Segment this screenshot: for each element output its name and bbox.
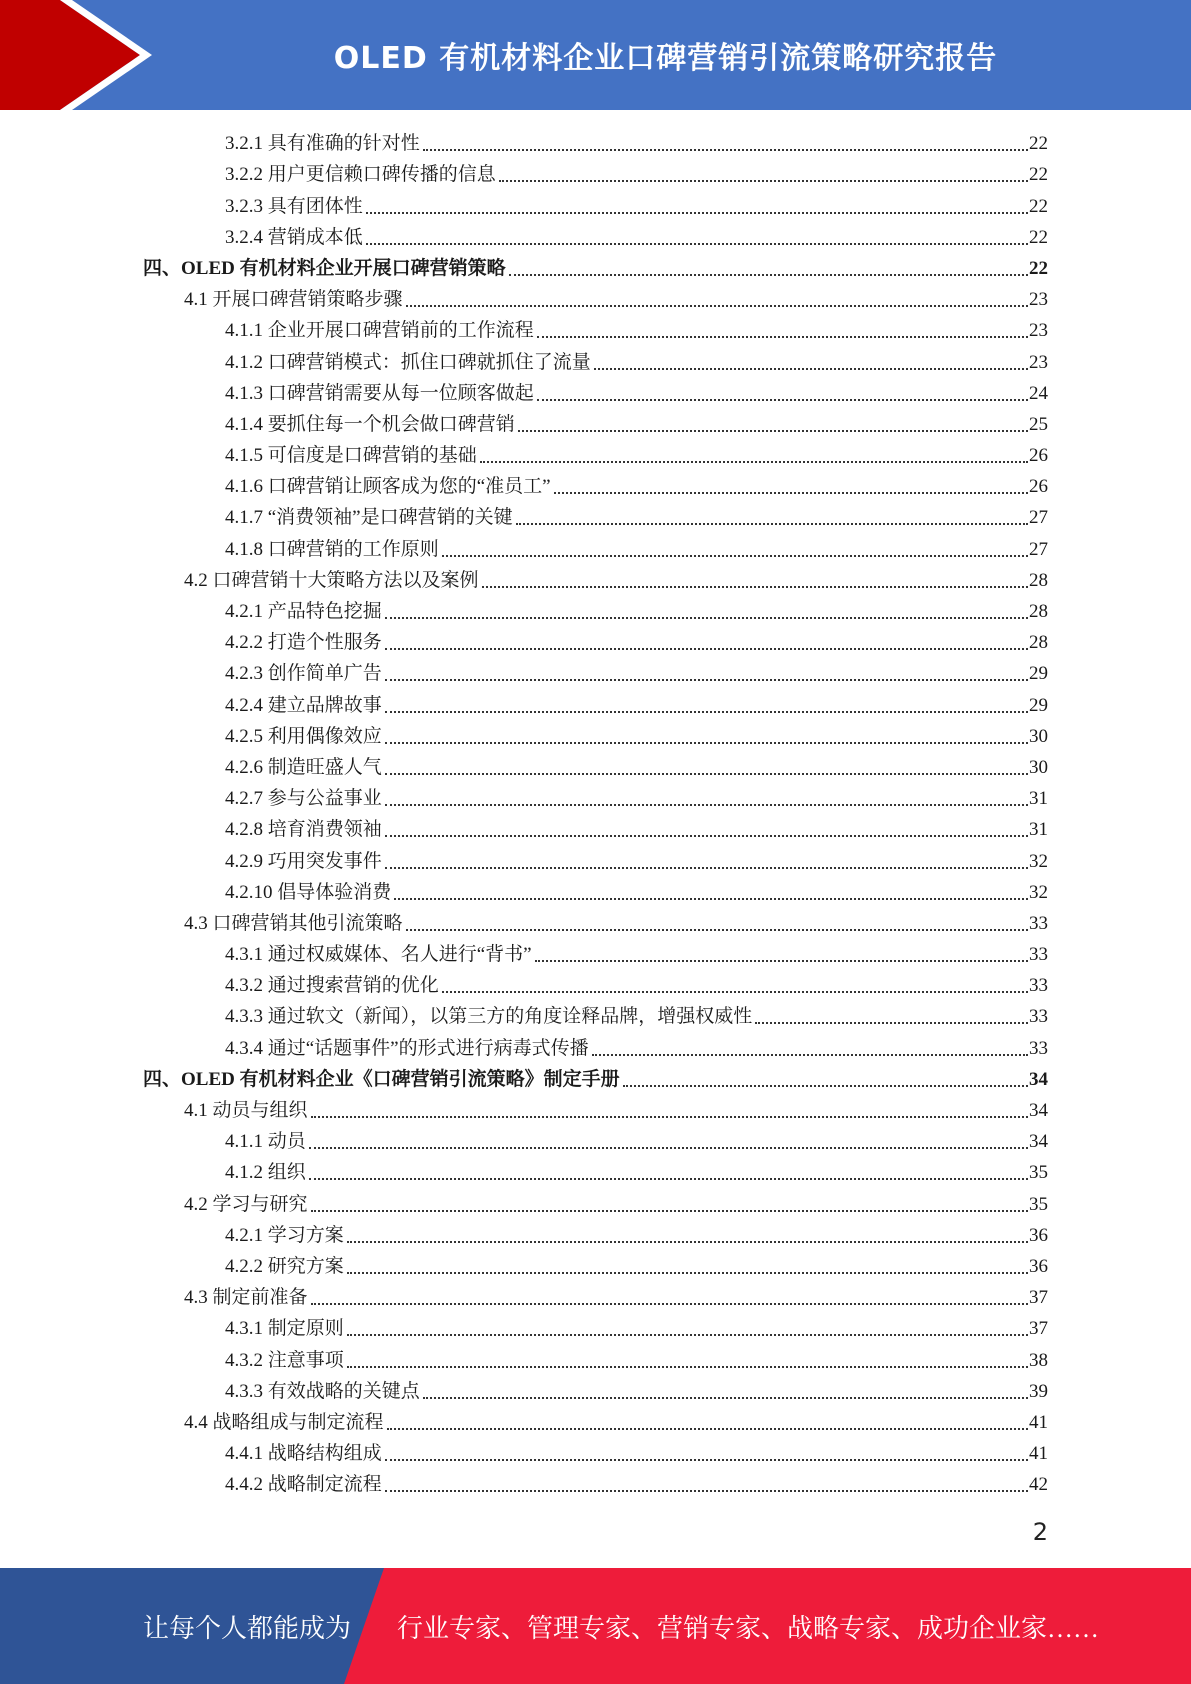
toc-dot-leader	[423, 1397, 1028, 1399]
toc-entry-label: 4.3.3 通过软文（新闻），以第三方的角度诠释品牌，增强权威性	[225, 1006, 753, 1028]
toc-dot-leader	[406, 929, 1028, 931]
toc-dot-leader	[406, 305, 1028, 307]
toc-entry-label: 3.2.3 具有团体性	[225, 195, 363, 217]
toc-dot-leader	[385, 1490, 1028, 1492]
toc-entry-page: 28	[1029, 632, 1048, 654]
toc-entry-page: 22	[1029, 226, 1048, 248]
toc-entry[interactable]	[0, 1344, 1048, 1375]
toc-entry-page: 35	[1029, 1162, 1048, 1184]
toc-entry-label: 4.3.4 通过“话题事件”的形式进行病毒式传播	[225, 1037, 589, 1059]
toc-dot-leader	[509, 274, 1028, 276]
toc-dot-leader	[347, 1366, 1028, 1368]
toc-entry-page: 33	[1029, 944, 1048, 966]
toc-dot-leader	[594, 368, 1028, 370]
toc-entry-page: 33	[1029, 1006, 1048, 1028]
toc-dot-leader	[385, 1459, 1028, 1461]
toc-entry[interactable]	[0, 128, 1048, 159]
toc-entry-label: 4.2.5 利用偶像效应	[225, 725, 382, 747]
toc-dot-leader	[535, 960, 1028, 962]
toc-entry[interactable]	[0, 1376, 1048, 1407]
toc-entry-label: 四、OLED 有机材料企业《口碑营销引流策略》制定手册	[143, 1068, 620, 1090]
toc-dot-leader	[480, 461, 1028, 463]
toc-dot-leader	[311, 1116, 1028, 1118]
toc-entry-page: 33	[1029, 912, 1048, 934]
toc-dot-leader	[537, 399, 1028, 401]
toc-entry[interactable]	[0, 783, 1048, 814]
toc-entry-page: 22	[1029, 195, 1048, 217]
toc-entry-label: 4.2.3 创作简单广告	[225, 663, 382, 685]
toc-entry-page: 27	[1029, 507, 1048, 529]
toc-entry[interactable]	[0, 814, 1048, 845]
toc-entry-page: 33	[1029, 1037, 1048, 1059]
toc-dot-leader	[442, 991, 1028, 993]
toc-entry-label: 4.1 动员与组织	[184, 1100, 308, 1121]
toc-entry-page: 34	[1029, 1068, 1048, 1090]
toc-entry-page: 35	[1029, 1193, 1048, 1215]
toc-entry-page: 23	[1029, 289, 1048, 311]
toc-entry-page: 29	[1029, 663, 1048, 685]
toc-dot-leader	[442, 555, 1028, 557]
toc-entry-page: 28	[1029, 601, 1048, 622]
toc-dot-leader	[311, 1210, 1028, 1212]
toc-entry[interactable]	[0, 565, 1048, 596]
toc-entry-label: 4.4 战略组成与制定流程	[184, 1411, 384, 1433]
toc-entry[interactable]	[0, 1157, 1048, 1188]
toc-entry-label: 4.2.8 培育消费领袖	[225, 819, 382, 841]
table-of-contents	[0, 128, 1191, 1500]
toc-entry-page: 28	[1029, 569, 1048, 591]
toc-entry-label: 4.1.5 可信度是口碑营销的基础	[225, 445, 477, 467]
toc-dot-leader	[499, 180, 1028, 182]
toc-entry-label: 4.1.7 “消费领袖”是口碑营销的关键	[225, 507, 513, 529]
footer-slogan-right: 行业专家、管理专家、营销专家、战略专家、成功企业家……	[397, 1613, 1100, 1643]
toc-entry[interactable]	[0, 1001, 1048, 1032]
toc-entry[interactable]	[0, 939, 1048, 970]
toc-entry-label: 4.2.9 巧用突发事件	[225, 850, 382, 872]
toc-dot-leader	[592, 1054, 1028, 1056]
toc-dot-leader	[482, 586, 1028, 588]
toc-dot-leader	[423, 149, 1028, 151]
toc-dot-leader	[387, 1428, 1028, 1430]
toc-entry[interactable]	[0, 1126, 1048, 1157]
toc-dot-leader	[385, 773, 1028, 775]
toc-entry-page: 22	[1029, 164, 1048, 186]
toc-entry-label: 4.2.6 制造旺盛人气	[225, 756, 382, 778]
toc-entry-label: 4.1.2 组织	[225, 1162, 306, 1184]
toc-entry[interactable]	[0, 409, 1048, 440]
toc-entry-page: 23	[1029, 320, 1048, 342]
toc-entry[interactable]	[0, 1220, 1048, 1251]
toc-dot-leader	[309, 1147, 1028, 1149]
toc-entry-page: 33	[1029, 975, 1048, 997]
toc-entry[interactable]	[0, 658, 1048, 689]
toc-dot-leader	[755, 1022, 1028, 1024]
toc-entry-page: 41	[1029, 1411, 1048, 1433]
toc-dot-leader	[347, 1241, 1028, 1243]
toc-dot-leader	[516, 523, 1028, 525]
toc-entry[interactable]	[0, 533, 1048, 564]
header-chevron-icon	[0, 0, 160, 110]
toc-entry[interactable]	[0, 1407, 1048, 1438]
toc-dot-leader	[537, 336, 1028, 338]
toc-entry-page: 31	[1029, 788, 1048, 810]
toc-entry-page: 25	[1029, 413, 1048, 435]
page-footer	[0, 1568, 1191, 1684]
toc-entry[interactable]	[0, 1095, 1048, 1126]
toc-entry-page: 42	[1029, 1474, 1048, 1496]
toc-entry-label: 4.2.10 倡导体验消费	[225, 881, 392, 903]
toc-entry-page: 31	[1029, 819, 1048, 841]
toc-dot-leader	[311, 1303, 1028, 1305]
toc-entry-label: 4.3 口碑营销其他引流策略	[184, 912, 403, 934]
toc-entry-label: 4.2 口碑营销十大策略方法以及案例	[184, 569, 479, 591]
toc-entry-label: 4.1.8 口碑营销的工作原则	[225, 538, 439, 560]
toc-entry-label: 3.2.1 具有准确的针对性	[225, 133, 420, 155]
toc-entry[interactable]	[0, 284, 1048, 315]
toc-dot-leader	[623, 1085, 1028, 1087]
toc-entry-label: 4.1.6 口碑营销让顾客成为您的“准员工”	[225, 476, 551, 498]
toc-dot-leader	[309, 1178, 1028, 1180]
toc-entry-page: 36	[1029, 1224, 1048, 1246]
toc-entry[interactable]	[0, 1064, 1048, 1095]
toc-entry-label: 4.1.1 企业开展口碑营销前的工作流程	[225, 320, 534, 342]
toc-entry-page: 32	[1029, 850, 1048, 872]
toc-entry[interactable]	[0, 689, 1048, 720]
toc-entry-label: 3.2.2 用户更信赖口碑传播的信息	[225, 164, 496, 186]
toc-entry-page: 29	[1029, 694, 1048, 716]
toc-entry[interactable]	[0, 159, 1048, 190]
toc-entry[interactable]	[0, 752, 1048, 783]
page-header	[0, 0, 1191, 110]
toc-entry[interactable]	[0, 253, 1048, 284]
toc-entry[interactable]	[0, 1313, 1048, 1344]
toc-entry-page: 30	[1029, 756, 1048, 778]
toc-entry[interactable]	[0, 845, 1048, 876]
toc-entry[interactable]	[0, 1251, 1048, 1282]
toc-entry-label: 4.2.1 学习方案	[225, 1224, 344, 1246]
toc-entry[interactable]	[0, 627, 1048, 658]
toc-entry[interactable]	[0, 1438, 1048, 1469]
toc-entry[interactable]	[0, 1032, 1048, 1063]
toc-entry-page: 26	[1029, 445, 1048, 467]
toc-entry-label: 4.2 学习与研究	[184, 1193, 308, 1215]
toc-entry[interactable]	[0, 1282, 1048, 1313]
toc-dot-leader	[554, 492, 1028, 494]
toc-entry[interactable]	[0, 222, 1048, 253]
toc-entry-label: 4.3.1 制定原则	[225, 1318, 344, 1340]
header-title: OLED 有机材料企业口碑营销引流策略研究报告	[333, 41, 998, 76]
toc-entry-label: 4.1 开展口碑营销策略步骤	[184, 289, 403, 311]
toc-entry-page: 23	[1029, 351, 1048, 373]
toc-dot-leader	[385, 742, 1028, 744]
toc-entry-page: 37	[1029, 1318, 1048, 1340]
toc-dot-leader	[385, 648, 1028, 650]
toc-entry-page: 41	[1029, 1443, 1048, 1465]
toc-entry[interactable]	[0, 378, 1048, 409]
toc-entry-label: 4.2.7 参与公益事业	[225, 788, 382, 810]
toc-entry[interactable]	[0, 877, 1048, 908]
toc-entry-page: 39	[1029, 1380, 1048, 1402]
toc-entry-page: 24	[1029, 382, 1048, 404]
toc-entry-page: 32	[1029, 881, 1048, 903]
toc-dot-leader	[385, 835, 1028, 837]
footer-slogan-left: 让每个人都能成为	[143, 1613, 352, 1643]
toc-dot-leader	[385, 804, 1028, 806]
toc-entry-label: 4.1.1 动员	[225, 1131, 306, 1153]
toc-entry-page: 26	[1029, 476, 1048, 498]
toc-entry[interactable]	[0, 970, 1048, 1001]
toc-entry[interactable]	[0, 346, 1048, 377]
toc-dot-leader	[385, 711, 1028, 713]
toc-entry-label: 4.1.3 口碑营销需要从每一位顾客做起	[225, 382, 534, 404]
toc-entry-label: 4.1.4 要抓住每一个机会做口碑营销	[225, 413, 515, 435]
toc-entry-label: 4.2.2 打造个性服务	[225, 632, 382, 654]
toc-entry[interactable]	[0, 471, 1048, 502]
toc-entry[interactable]	[0, 190, 1048, 221]
toc-entry[interactable]	[0, 1188, 1048, 1219]
toc-entry-label: 四、OLED 有机材料企业开展口碑营销策略	[143, 257, 506, 279]
toc-entry-page: 36	[1029, 1255, 1048, 1277]
toc-dot-leader	[366, 212, 1028, 214]
toc-entry-page: 30	[1029, 725, 1048, 747]
toc-entry-label: 4.2.1 产品特色挖掘	[225, 601, 382, 622]
toc-dot-leader	[518, 430, 1028, 432]
toc-entry-label: 4.3.2 注意事项	[225, 1349, 344, 1371]
toc-entry[interactable]	[0, 721, 1048, 752]
toc-entry[interactable]	[0, 1469, 1048, 1500]
toc-dot-leader	[385, 867, 1028, 869]
toc-entry-page: 27	[1029, 538, 1048, 560]
toc-entry-label: 4.2.4 建立品牌故事	[225, 694, 382, 716]
toc-entry[interactable]	[0, 596, 1048, 627]
page-number: 2	[1032, 1518, 1048, 1546]
toc-entry-page: 34	[1029, 1131, 1048, 1153]
toc-dot-leader	[347, 1272, 1028, 1274]
toc-entry[interactable]	[0, 502, 1048, 533]
toc-entry[interactable]	[0, 440, 1048, 471]
toc-entry-label: 4.4.2 战略制定流程	[225, 1474, 382, 1496]
toc-entry-label: 4.3 制定前准备	[184, 1287, 308, 1309]
toc-dot-leader	[366, 243, 1028, 245]
toc-entry-label: 3.2.4 营销成本低	[225, 226, 363, 248]
toc-entry-page: 34	[1029, 1100, 1048, 1121]
toc-entry-label: 4.3.3 有效战略的关键点	[225, 1380, 420, 1402]
toc-dot-leader	[385, 679, 1028, 681]
toc-entry-label: 4.3.2 通过搜索营销的优化	[225, 975, 439, 997]
toc-dot-leader	[385, 617, 1028, 619]
toc-entry-label: 4.2.2 研究方案	[225, 1255, 344, 1277]
toc-dot-leader	[347, 1334, 1028, 1336]
toc-dot-leader	[394, 898, 1028, 900]
toc-entry[interactable]	[0, 908, 1048, 939]
toc-entry-page: 22	[1029, 133, 1048, 155]
toc-entry[interactable]	[0, 315, 1048, 346]
toc-entry-page: 22	[1029, 257, 1048, 279]
toc-entry-label: 4.3.1 通过权威媒体、名人进行“背书”	[225, 944, 532, 966]
toc-entry-label: 4.4.1 战略结构组成	[225, 1443, 382, 1465]
toc-entry-label: 4.1.2 口碑营销模式：抓住口碑就抓住了流量	[225, 351, 591, 373]
toc-entry-page: 38	[1029, 1349, 1048, 1371]
toc-entry-page: 37	[1029, 1287, 1048, 1309]
